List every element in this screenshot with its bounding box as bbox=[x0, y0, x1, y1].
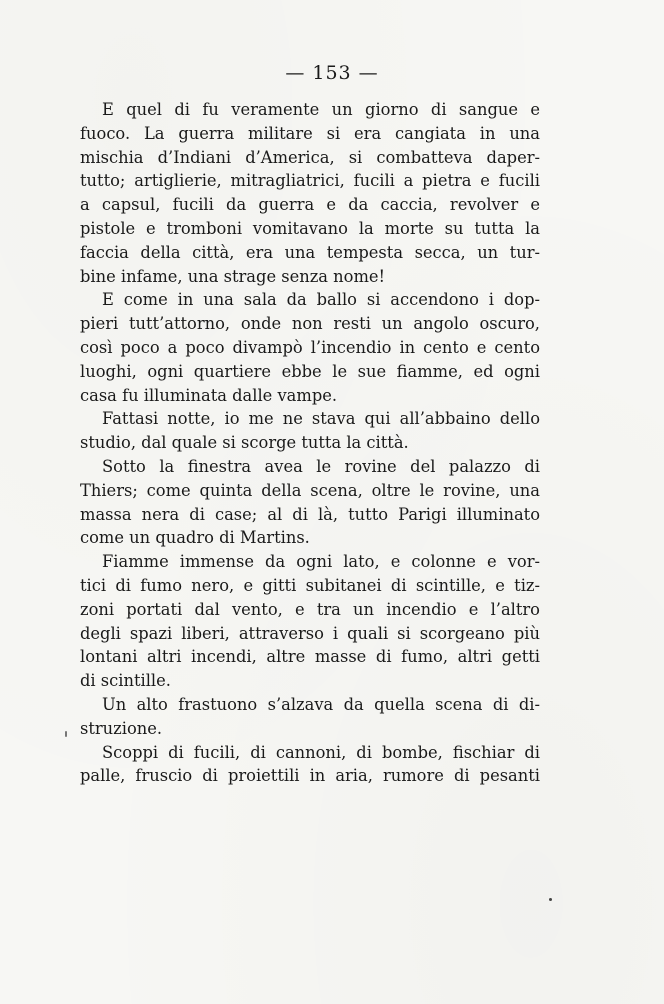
text-line: struzione. bbox=[80, 718, 163, 738]
text-line: Fattasi notte, io me ne stava qui all’abbaino dello bbox=[102, 409, 540, 429]
text-line: E come in una sala da ballo si accendono i dop- bbox=[102, 290, 540, 310]
text-line: E quel di fu veramente un giorno di sangue e bbox=[102, 100, 540, 119]
text-line: casa fu illuminata dalle vampe. bbox=[80, 385, 338, 405]
text-line: zoni portati dal vento, e tra un incendio e l’altro bbox=[80, 599, 540, 619]
text-line: lontani altri incendi, altre masse di fumo, altri getti bbox=[80, 647, 540, 667]
text-line: tutto; artiglierie, mitragliatrici, fucili a pietra e fucili bbox=[80, 171, 540, 191]
text-line: studio, dal quale si scorge tutta la città. bbox=[80, 433, 409, 453]
text-line: faccia della città, era una tempesta secca, un tur- bbox=[80, 242, 540, 262]
text-line: Fiamme immense da ogni lato, e colonne e vor- bbox=[102, 552, 540, 572]
text-line: degli spazi liberi, attraverso i quali si scorgeano più bbox=[80, 623, 540, 643]
text-line: Sotto la finestra avea le rovine del palazzo di bbox=[102, 456, 540, 476]
text-line: massa nera di case; al di là, tutto Parigi illuminato bbox=[80, 504, 540, 524]
text-line: luoghi, ogni quartiere ebbe le sue fiamme, ed ogni bbox=[80, 361, 540, 381]
page-number: — 153 — bbox=[285, 62, 379, 84]
text-line: Un alto frastuono s’alzava da quella scena di di- bbox=[102, 694, 540, 714]
text-line: fuoco. La guerra militare si era cangiata in una bbox=[80, 123, 540, 143]
text-line: pistole e tromboni vomitavano la morte su tutta la bbox=[80, 218, 540, 238]
text-line: di scintille. bbox=[80, 671, 171, 691]
text-line: palle, fruscio di proiettili in aria, rumore di pesanti bbox=[80, 766, 540, 786]
text-line: così poco a poco divampò l’incendio in cento e cento bbox=[80, 337, 540, 357]
text-line: pieri tutt’attorno, onde non resti un angolo oscuro, bbox=[80, 314, 540, 334]
text-line: bine infame, una strage senza nome! bbox=[80, 266, 386, 286]
text-line: tici di fumo nero, e gitti subitanei di scintille, e tiz- bbox=[80, 575, 540, 595]
ink-speck bbox=[549, 898, 552, 901]
ink-speck bbox=[65, 731, 67, 737]
text-line: Scoppi di fucili, di cannoni, di bombe, fischiar di bbox=[102, 742, 540, 762]
text-line: come un quadro di Martins. bbox=[80, 528, 310, 548]
text-line: Thiers; come quinta della scena, oltre le rovine, una bbox=[80, 480, 540, 500]
text-line: mischia d’Indiani d’America, si combatteva daper- bbox=[80, 147, 540, 167]
text-line: a capsul, fucili da guerra e da caccia, revolver e bbox=[80, 195, 540, 215]
body-text bbox=[80, 98, 540, 788]
